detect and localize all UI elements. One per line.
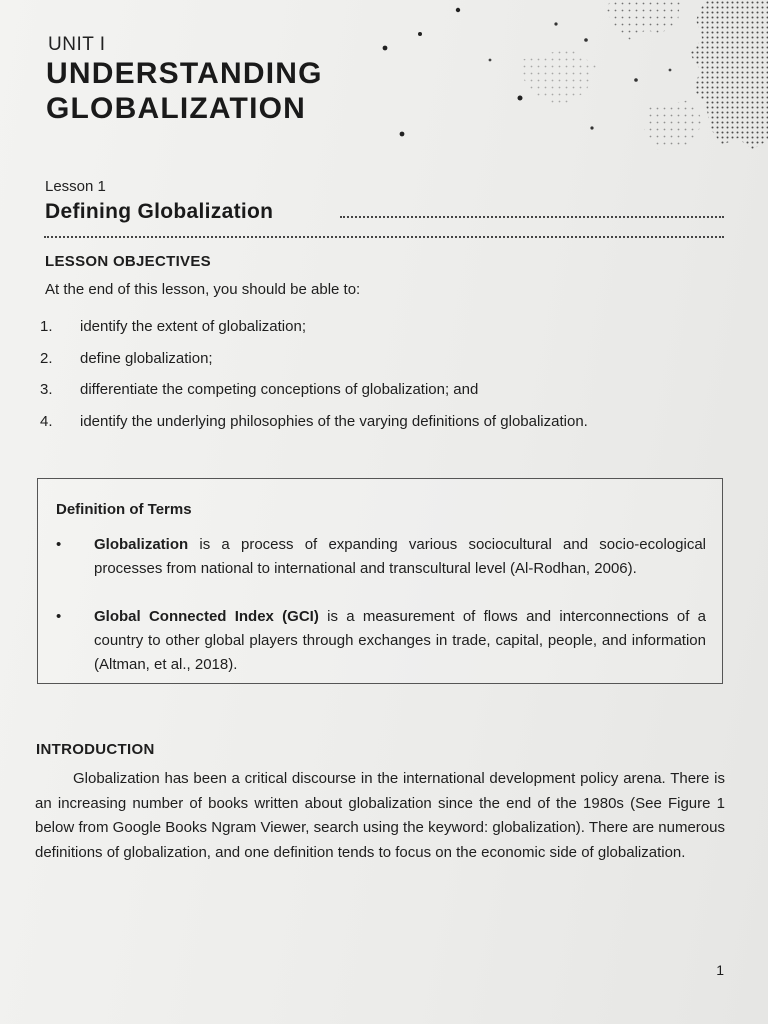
lesson-label: Lesson 1 (45, 178, 106, 195)
objective-text: define globalization; (80, 350, 213, 367)
unit-title-line-2: GLOBALIZATION (46, 92, 307, 125)
dotted-divider-top (340, 216, 724, 218)
world-map-dots-graphic (360, 0, 768, 160)
dotted-divider-bottom (44, 236, 724, 238)
definition-term: Global Connected Index (GCI) (94, 608, 319, 625)
page-number: 1 (716, 962, 724, 978)
definition-text: is a measurement of flows and interconnections of a country to other global players through exchanges in trade, capital, people, and information (Altman, et al., 2018). (94, 608, 707, 673)
objective-text: identify the underlying philosophies of the varying definitions of globalization. (80, 413, 588, 430)
objectives-heading: LESSON OBJECTIVES (45, 253, 211, 270)
definitions-heading: Definition of Terms (56, 501, 192, 518)
unit-title (46, 56, 323, 126)
bullet-icon: • (56, 608, 62, 625)
objective-text: identify the extent of globalization; (80, 318, 306, 335)
introduction-paragraph: Globalization has been a critical discourse in the international development policy arena. There is an increasing number of books written about globalization since the end of the 1980s (See Figure 1 below from Google Books Ngram Viewer, search using the keyword: globalization). There are numerous definitions of globalization, and one definition tends to focus on the economic side of globalization. (35, 770, 725, 861)
objectives-intro: At the end of this lesson, you should be able to: (45, 281, 361, 298)
objective-number: 2. (40, 350, 53, 367)
unit-title-line-1: UNDERSTANDING (46, 57, 323, 90)
unit-label: UNIT I (48, 34, 106, 55)
introduction-heading: INTRODUCTION (36, 741, 155, 758)
definition-body (94, 533, 706, 581)
definition-of-terms-box (37, 478, 723, 684)
definition-term: Globalization (94, 536, 189, 553)
objective-text: differentiate the competing conceptions of globalization; and (80, 381, 479, 398)
objective-number: 4. (40, 413, 53, 430)
bullet-icon: • (56, 536, 62, 553)
definition-text: is a process of expanding various sociocultural and socio-ecological processes from national to international and transcultural level (Al-Rodhan, 2006). (94, 536, 706, 577)
objective-number: 3. (40, 381, 53, 398)
definition-body (94, 605, 706, 677)
lesson-title: Defining Globalization (45, 200, 274, 223)
objective-number: 1. (40, 318, 53, 335)
